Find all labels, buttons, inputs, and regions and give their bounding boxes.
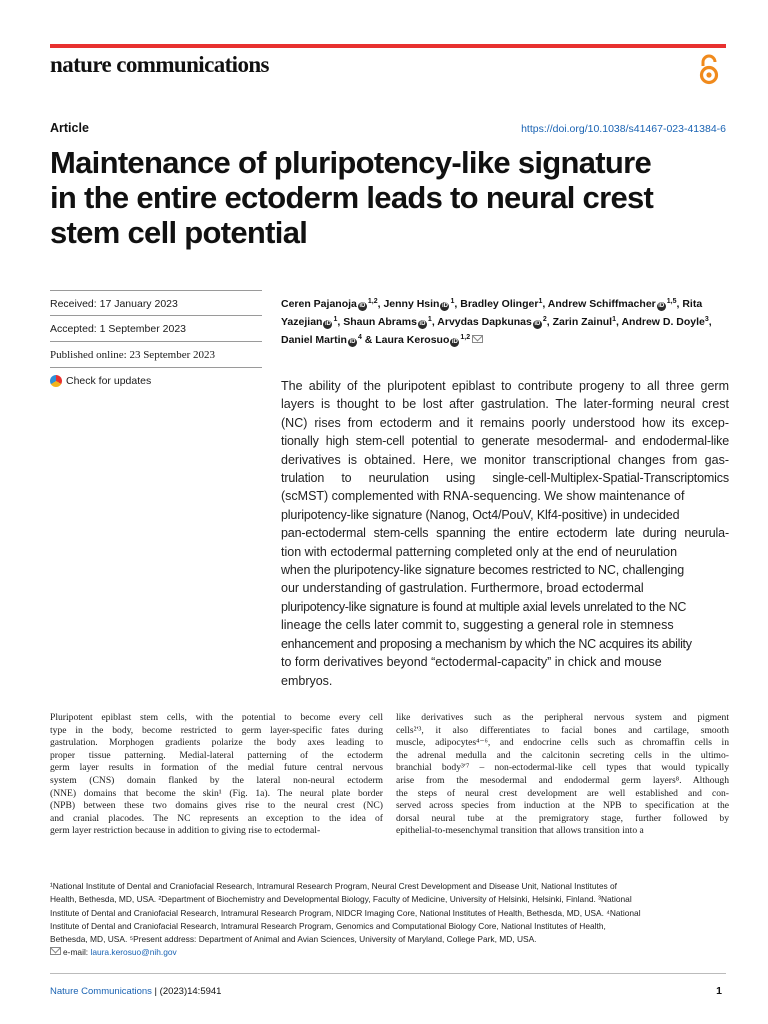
abstract-line: embryos. bbox=[281, 673, 333, 688]
email-label: e-mail: bbox=[63, 947, 91, 958]
body-text-line: the steps of neural crest development are well established and con- bbox=[396, 787, 729, 799]
abstract-line: pluripotency-like signature (Nanog, Oct4/PouV, Klf4-positive) in undecided bbox=[281, 507, 680, 522]
title-line: in the entire ectoderm leads to neural crest bbox=[50, 180, 654, 215]
author-name[interactable]: Daniel Martin bbox=[281, 334, 347, 347]
author-separator: , bbox=[546, 316, 553, 329]
body-text-line: branchial body³ʹ⁷ – non-ectodermal-like cell types that would typically bbox=[396, 762, 729, 774]
author-name[interactable]: Jenny Hsin bbox=[383, 298, 440, 310]
body-text-line: (NPB) between these two domains gives rise to the neural crest (NC) bbox=[50, 800, 383, 812]
accepted-date: Accepted: 1 September 2023 bbox=[50, 316, 262, 342]
author-separator: , bbox=[542, 298, 548, 310]
body-text-line: proper tissue patterning. Medial-lateral patterning of the ectoderm bbox=[50, 749, 383, 761]
abstract-line: tion with ectodermal patterning completed only at the end of neurulation bbox=[281, 544, 678, 559]
abstract-line: lineage the cells later commit to, suggesting a general role in stemness bbox=[281, 618, 674, 633]
orcid-icon[interactable]: iD bbox=[441, 303, 448, 309]
author-affiliation: 1 bbox=[427, 316, 432, 324]
email-link[interactable]: laura.kerosuo@nih.gov bbox=[90, 947, 177, 958]
abstract-line: The ability of the pluripotent epiblast to contribute progeny to all three germ bbox=[281, 379, 729, 393]
abstract-line: to form derivatives beyond “ectodermal-capacity” in chick and mouse bbox=[281, 655, 662, 670]
author-separator: , bbox=[377, 298, 384, 310]
affiliation-line: Bethesda, MD, USA. ⁵Present address: Department of Animal and Avian Sciences, University of Maryland, College Park, MD, USA. bbox=[50, 934, 537, 945]
received-date: Received: 17 January 2023 bbox=[50, 290, 262, 316]
orcid-icon[interactable]: iD bbox=[658, 303, 665, 309]
author-name[interactable]: Zarin Zainul bbox=[552, 316, 613, 329]
body-text-line: germ layer results in formation of the medial future central nervous bbox=[50, 762, 383, 774]
page-number: 1 bbox=[716, 985, 722, 997]
author-affiliation: 1,5 bbox=[666, 298, 677, 305]
author-name[interactable]: Arvydas Dapkunas bbox=[437, 316, 532, 329]
author-name[interactable]: Shaun Abrams bbox=[343, 316, 417, 329]
abstract-line: pan-ectodermal stem-cells spanning the entire ectoderm late during neurula- bbox=[281, 526, 729, 541]
abstract-line: trulation to neurulation using single-cell-Multiplex-Spatial-Transcriptomics bbox=[281, 471, 729, 486]
author-separator: & bbox=[361, 334, 376, 347]
body-text-line: Pluripotent epiblast stem cells, with the potential to become every cell bbox=[50, 712, 383, 723]
author-affiliation: 1 bbox=[538, 298, 543, 305]
open-access-icon bbox=[696, 54, 722, 86]
check-for-updates-button[interactable] bbox=[50, 368, 262, 394]
author-separator: , bbox=[454, 298, 461, 310]
author-affiliation: 1 bbox=[333, 316, 338, 324]
abstract-line: pluripotency-like signature is found at multiple axial levels unrelated to the NC bbox=[281, 599, 687, 614]
author-name[interactable]: Laura Kerosuo bbox=[375, 334, 450, 347]
title-line: stem cell potential bbox=[50, 215, 308, 250]
author-separator: , bbox=[431, 316, 438, 329]
body-column-left bbox=[50, 712, 383, 838]
author-separator: , bbox=[708, 316, 712, 329]
journal-name[interactable]: nature communications bbox=[50, 52, 269, 77]
body-text-line: muscle, adipocytes⁴⁻⁶, and endocrine cells such as chromaffin cells in bbox=[396, 737, 729, 749]
envelope-icon bbox=[50, 947, 61, 955]
abstract-line: enhancement and proposing a mechanism by which the NC acquires its ability bbox=[281, 636, 692, 651]
author-affiliation: 1 bbox=[450, 298, 455, 305]
check-updates-icon bbox=[50, 375, 62, 387]
title-line: Maintenance of pluripotency-like signature bbox=[50, 145, 652, 180]
abstract-line: layers is thought to be lost after gastrulation. The later-forming neural crest bbox=[281, 397, 729, 412]
orcid-icon[interactable]: iD bbox=[419, 321, 426, 328]
author-affiliation: 2 bbox=[542, 316, 547, 324]
author-affiliation: 1,2 bbox=[460, 334, 471, 342]
author-affiliation: 1 bbox=[612, 316, 616, 324]
abstract bbox=[281, 377, 729, 690]
footer-volume: | (2023)14:5941 bbox=[151, 986, 222, 997]
author-name[interactable]: Andrew Schiffmacher bbox=[547, 298, 656, 310]
body-text-line: the adrenal medulla and the calcitonin secreting cells in the ultimo- bbox=[396, 749, 729, 761]
abstract-line: tionally high stem-cell potential to generate mesodermal- and endodermal-like bbox=[281, 434, 729, 449]
orcid-icon[interactable]: iD bbox=[534, 321, 541, 328]
author-affiliation: 4 bbox=[357, 334, 362, 342]
body-text-line: epithelial-to-mesenchymal transition that allows transition into a bbox=[396, 825, 644, 837]
author-separator: , bbox=[337, 316, 344, 329]
body-text-line: served across species from induction at the NPB to specification at the bbox=[396, 800, 729, 812]
abstract-line: (NC) rises from ectoderm and it remains poorly understood how its excep- bbox=[281, 415, 729, 430]
abstract-line: (scMST) complemented with RNA-sequencing. We show maintenance of bbox=[281, 489, 685, 504]
body-text-line: gastrulation. Morphogen gradients polarize the body axes leading to bbox=[50, 737, 383, 749]
author-name[interactable]: Bradley Olinger bbox=[460, 298, 539, 310]
author-list bbox=[281, 294, 731, 349]
affiliations bbox=[50, 880, 728, 960]
article-title bbox=[50, 145, 740, 250]
footer-citation bbox=[50, 986, 221, 997]
abstract-line: when the pluripotency-like signature becomes restricted to NC, challenging bbox=[281, 563, 685, 578]
footer-divider bbox=[50, 973, 726, 974]
author-affiliation: 3 bbox=[704, 316, 709, 324]
check-updates-label: Check for updates bbox=[66, 375, 152, 387]
author-separator: , bbox=[676, 298, 683, 310]
body-column-right bbox=[396, 712, 729, 838]
affiliation-line: Institute of Dental and Craniofacial Research, Intramural Research Program, NIDCR Imaging Core, National Institutes of Health, Bethesda, MD, USA. ⁴National bbox=[50, 907, 641, 918]
email-line bbox=[50, 946, 728, 959]
author-name[interactable]: Rita Yazejian bbox=[281, 298, 703, 329]
published-date: Published online: 23 September 2023 bbox=[50, 342, 262, 368]
corresponding-author-envelope-icon[interactable] bbox=[472, 335, 483, 343]
body-text-line: system (CNS) domain flanked by the lateral non-neural ectoderm bbox=[50, 774, 383, 786]
author-name[interactable]: Andrew D. Doyle bbox=[621, 316, 705, 329]
body-text-line: dorsal neural tube at the premigratory stage, further followed by bbox=[396, 812, 729, 824]
body-text-line: type in the body, become restricted to germ layer-specific fates during bbox=[50, 724, 383, 736]
orcid-icon[interactable]: iD bbox=[324, 321, 331, 328]
orcid-icon[interactable]: iD bbox=[359, 303, 366, 309]
body-text-line: arise from the mesodermal and endodermal germ layers⁸. Although bbox=[396, 774, 729, 786]
header-accent-bar bbox=[50, 44, 726, 48]
body-text-line: like derivatives such as the peripheral nervous system and pigment bbox=[396, 712, 729, 723]
affiliation-line: Health, Bethesda, MD, USA. ²Department of Biochemistry and Developmental Biology, Faculty of Medicine, University of Helsinki, Helsinki, Finland. ³National bbox=[50, 894, 632, 905]
doi-link[interactable]: https://doi.org/10.1038/s41467-023-41384-6 bbox=[521, 123, 726, 135]
author-separator: , bbox=[616, 316, 622, 329]
affiliation-line: ¹National Institute of Dental and Craniofacial Research, Intramural Research Program, Neural Crest Development and Disease Unit, National Institutes of bbox=[50, 881, 617, 891]
author-affiliation: 1,2 bbox=[367, 298, 378, 305]
orcid-icon[interactable]: iD bbox=[451, 339, 458, 346]
footer-journal-link[interactable]: Nature Communications bbox=[50, 986, 152, 997]
author-name[interactable]: Ceren Pajanoja bbox=[281, 298, 357, 310]
abstract-line: our understanding of gastrulation. Furthermore, broad ectodermal bbox=[281, 581, 644, 596]
orcid-icon[interactable]: iD bbox=[349, 339, 356, 346]
article-dates bbox=[50, 290, 262, 394]
affiliation-line: Institute of Dental and Craniofacial Research, Intramural Research Program, Genomics and Computational Biology Core, National Institutes of Health, bbox=[50, 920, 606, 931]
body-text-line: (NNE) domains that become the skin¹ (Fig. 1a). The neural plate border bbox=[50, 787, 383, 799]
article-type: Article bbox=[50, 121, 89, 135]
body-text-line: and cranial placodes. The NC represents an exception to the idea of bbox=[50, 812, 383, 824]
body-text-line: cells²ʹ³, it also differentiates to facial bones and cartilage, smooth bbox=[396, 724, 729, 736]
abstract-line: derivatives is obtained. Here, we monitor transcriptional changes from gas- bbox=[281, 452, 729, 467]
body-text-line: germ layer restriction because in addition to giving rise to ectodermal- bbox=[50, 825, 321, 837]
